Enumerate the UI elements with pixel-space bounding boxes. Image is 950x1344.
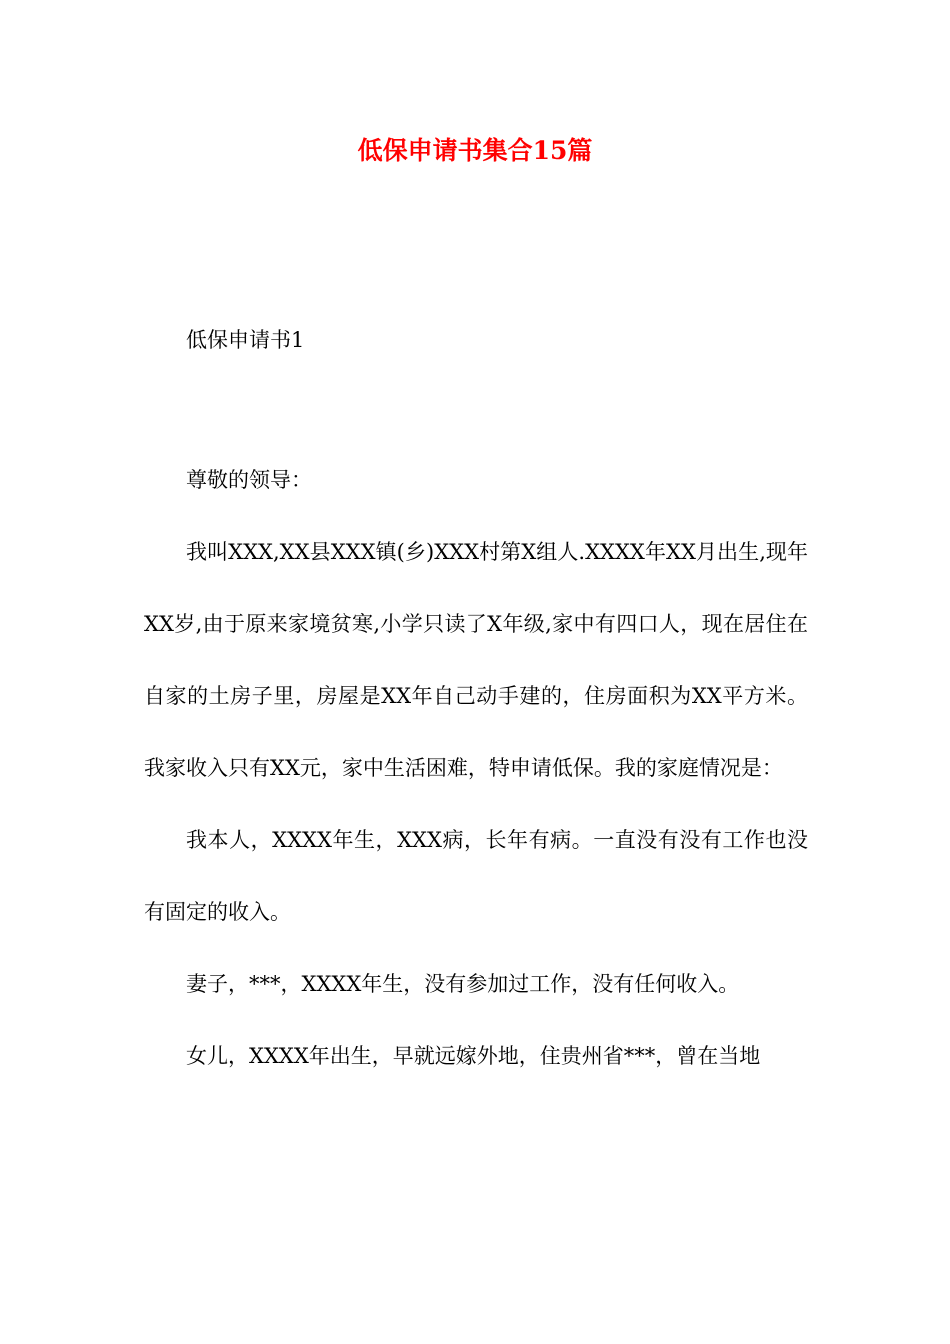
paragraph-4: 女儿，XXXX年出生，早就远嫁外地，住贵州省***，曾在当地 <box>186 1044 761 1068</box>
paragraph-1: 我叫XXX,XX县XXX镇(乡)XXX村第X组人.XXXX年XX月出生,现年XX岁,由于原来家境贫寒,小学只读了X年级,家中有四口人，现在居住在自家的土房子里，房屋是XX年自己动手建的，住房面积为XX平方米。我家收入只有XX元，家中生活困难，特申请低保。我的家庭情况是： <box>144 540 808 780</box>
paragraph-3: 妻子，***，XXXX年生，没有参加过工作，没有任何收入。 <box>186 972 740 996</box>
document-title: 低保申请书集合15篇 <box>357 136 593 165</box>
salutation: 尊敬的领导： <box>186 468 312 492</box>
paragraph-2: 我本人，XXXX年生，XXX病，长年有病。一直没有没有工作也没有固定的收入。 <box>144 828 808 924</box>
section-heading: 低保申请书1 <box>186 328 305 352</box>
document-body <box>144 322 808 1092</box>
